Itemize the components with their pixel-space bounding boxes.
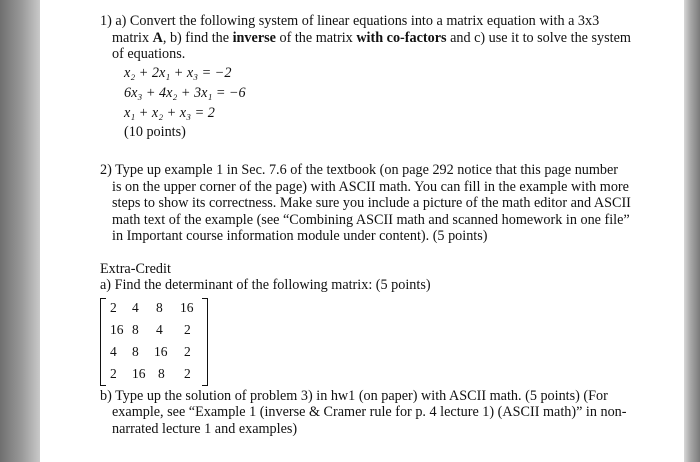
matrix-left-bracket: [100, 298, 106, 386]
matrix-cell: 4: [132, 299, 139, 315]
document-page: [40, 0, 684, 462]
problem2-line3: steps to show its correctness. Make sure you include a picture of the math editor and ASCII: [112, 195, 631, 211]
cofactors-bold: with co-factors: [356, 29, 447, 46]
matrix-cell: 2: [110, 365, 117, 381]
equation-3: x₁ + x₂ + x₃ = 2: [124, 104, 215, 121]
matrix-cell: 4: [156, 321, 163, 337]
equation-2: 6x₃ + 4x₂ + 3x₁ = −6: [124, 84, 246, 101]
determinant-matrix: [100, 296, 210, 388]
matrix-cell: 2: [184, 365, 191, 381]
extra-credit-heading: Extra-Credit: [100, 260, 171, 277]
right-background-edge: [684, 0, 700, 462]
problem2-line2: is on the upper corner of the page) with ASCII math. You can fill in the example with more: [112, 178, 629, 195]
matrix-cell: 8: [132, 321, 139, 337]
left-background-edge: [0, 0, 40, 462]
matrix-cell: 2: [110, 299, 117, 315]
problem1-line2: [100, 30, 640, 47]
matrix-cell: 4: [110, 343, 117, 359]
matrix-cell: 8: [158, 365, 165, 381]
text: and c) use it to solve the system: [446, 29, 631, 46]
text: , b) find the: [162, 29, 233, 46]
text: matrix: [112, 29, 153, 46]
matrix-cell: 8: [132, 343, 139, 359]
document-content: [100, 13, 640, 437]
matrix-cell: 8: [156, 299, 163, 315]
matrix-cell: 2: [184, 343, 191, 359]
matrix-cell: 16: [180, 299, 194, 315]
problem2-line5: in Important course information module under content). (5 points): [112, 228, 488, 244]
extra-credit-part-b-line2: example, see “Example 1 (inverse & Cramer rule for p. 4 lecture 1) (ASCII math)” in non-: [112, 404, 627, 420]
matrix-cell: 16: [110, 321, 124, 337]
inverse-bold: inverse: [232, 29, 276, 46]
matrix-cell: 16: [154, 343, 168, 359]
extra-credit-part-a: a) Find the determinant of the following matrix: (5 points): [100, 277, 431, 293]
matrix-a-bold: A: [152, 29, 163, 46]
problem2-line4: math text of the example (see “Combining ASCII math and scanned homework in one file”: [112, 211, 630, 228]
equation-1: x₂ + 2x₁ + x₃ = −2: [124, 64, 232, 81]
problem1-line1: 1) a) Convert the following system of linear equations into a matrix equation with a 3x3: [100, 13, 600, 29]
problem1-points: (10 points): [124, 123, 186, 140]
text: of the matrix: [275, 29, 357, 46]
extra-credit-part-b-line1: b) Type up the solution of problem 3) in hw1 (on paper) with ASCII math. (5 points) (For: [100, 387, 608, 404]
extra-credit-part-b-line3: narrated lecture 1 and examples): [112, 420, 298, 437]
matrix-cell: 16: [132, 365, 146, 381]
problem2-line1: 2) Type up example 1 in Sec. 7.6 of the textbook (on page 292 notice that this page number: [100, 162, 619, 178]
problem1-line3: of equations.: [112, 46, 186, 62]
matrix-cell: 2: [184, 321, 191, 337]
